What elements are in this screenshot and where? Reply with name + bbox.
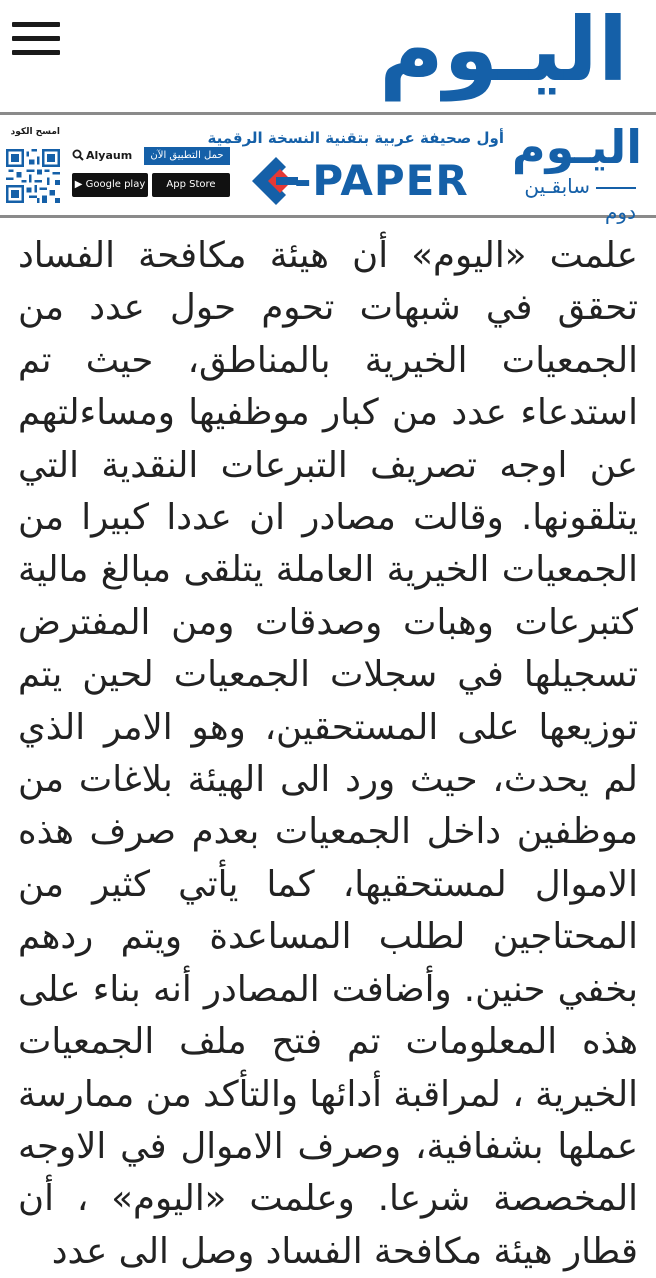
epaper-word: -PAPER xyxy=(294,156,469,205)
google-play-button[interactable] xyxy=(72,173,148,197)
banner-logo xyxy=(492,120,642,224)
app-search-text: Alyaum xyxy=(86,149,133,162)
app-download xyxy=(70,143,234,213)
qr-label: امسح الكود xyxy=(10,127,60,137)
article-content xyxy=(18,222,638,1272)
search-icon xyxy=(72,149,84,161)
app-search-hint xyxy=(72,147,132,165)
hamburger-menu-icon[interactable] xyxy=(12,22,62,58)
site-header xyxy=(0,0,656,112)
app-store-label: App Store xyxy=(166,179,216,190)
banner-logo-text: اليـوم xyxy=(511,120,642,174)
app-store-button[interactable] xyxy=(152,173,230,197)
banner-slogan: سابقـين دوم xyxy=(492,173,642,225)
google-play-label: Google play xyxy=(85,179,146,190)
article-body-text: علمت «اليوم» أن هيئة مكافحة الفساد تحقق في شبهات تحوم حول عدد من الجمعيات الخيرية بالمناطق، حيث تم استدعاء عدد من كبار موظفيها ومساءلتهم عن اوجه تصريف التبرعات النقدية التي يتلقونها. وقالت مصادر ان عددا كبيرا من الجمعيات الخيرية العاملة يتلقى مبالغ مالية كتبرعات وهبات وصدقات ومن المفترض تسجيلها في سجلات الجمعيات لحين يتم توزيعها على المستحقين، وهو الامر الذي لم يحدث، حيث ورد الى الهيئة بلاغات من موظفين داخل الجمعيات بعدم صرف هذه الاموال لمستحقيها، كما يأتي كثير من المحتاجين لطلب المساعدة ويتم ردهم بخفي حنين. وأضافت المصادر أنه بناء على هذه المعلومات تم فتح ملف الجمعيات الخيرية ، لمراقبة أدائها والتأكد من ممارسة عملها بشفافية، وصرف الاموال في الاوجه المخصصة شرعا. وعلمت «اليوم» ، أن قطار هيئة مكافحة الفساد وصل الى عدد xyxy=(18,235,638,1272)
epaper-tagline: أول صحيفة عربية بتقنية النسخة الرقمية xyxy=(207,129,504,147)
epaper-banner[interactable] xyxy=(0,112,656,224)
download-app-label: حمل التطبيق الآن xyxy=(144,147,230,165)
qr-code-icon[interactable] xyxy=(6,149,60,203)
epaper-logo xyxy=(246,155,476,207)
site-logo[interactable]: اليـوم xyxy=(379,0,628,101)
google-play-icon: ▶ xyxy=(74,179,86,190)
qr-block xyxy=(4,127,62,211)
